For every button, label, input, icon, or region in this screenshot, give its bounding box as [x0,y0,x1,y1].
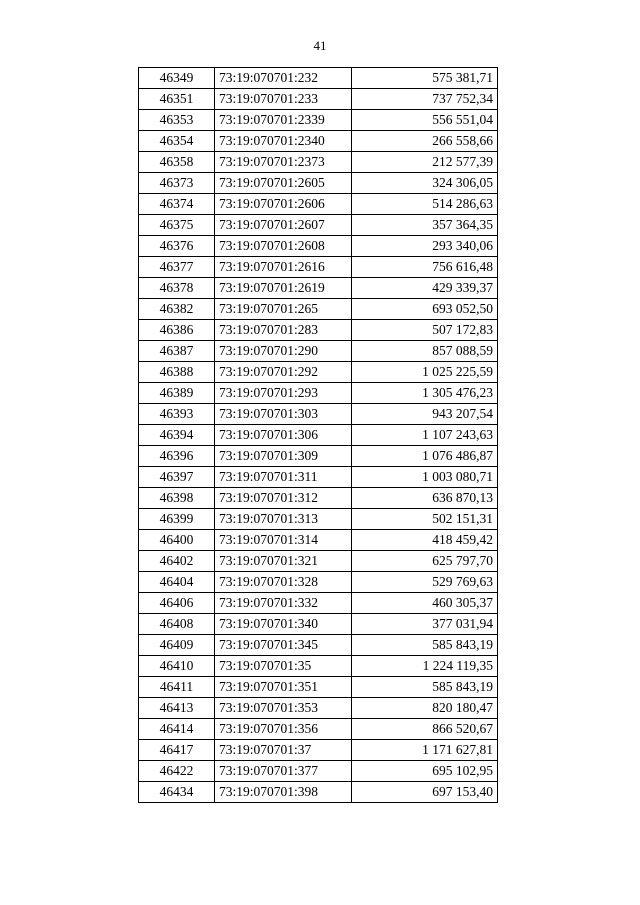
cadastral-number-cell: 73:19:070701:292 [215,362,352,383]
value-cell: 507 172,83 [352,320,498,341]
row-id-cell: 46353 [139,110,215,131]
value-cell: 695 102,95 [352,761,498,782]
value-cell: 857 088,59 [352,341,498,362]
table-row [139,761,498,782]
row-id-cell: 46404 [139,572,215,593]
row-id-cell: 46406 [139,593,215,614]
value-cell: 693 052,50 [352,299,498,320]
row-id-cell: 46411 [139,677,215,698]
cadastral-number-cell: 73:19:070701:356 [215,719,352,740]
cadastral-number-cell: 73:19:070701:37 [215,740,352,761]
row-id-cell: 46400 [139,530,215,551]
table-row [139,656,498,677]
row-id-cell: 46382 [139,299,215,320]
value-cell: 1 305 476,23 [352,383,498,404]
value-cell: 756 616,48 [352,257,498,278]
row-id-cell: 46375 [139,215,215,236]
row-id-cell: 46396 [139,446,215,467]
table-body [139,68,498,803]
value-cell: 1 003 080,71 [352,467,498,488]
table-row [139,635,498,656]
value-cell: 1 107 243,63 [352,425,498,446]
cadastral-number-cell: 73:19:070701:345 [215,635,352,656]
row-id-cell: 46374 [139,194,215,215]
table-row [139,257,498,278]
cadastral-number-cell: 73:19:070701:290 [215,341,352,362]
cadastral-number-cell: 73:19:070701:2608 [215,236,352,257]
row-id-cell: 46358 [139,152,215,173]
table-row [139,131,498,152]
table-row [139,362,498,383]
table-row [139,194,498,215]
value-cell: 625 797,70 [352,551,498,572]
row-id-cell: 46378 [139,278,215,299]
value-cell: 636 870,13 [352,488,498,509]
cadastral-number-cell: 73:19:070701:283 [215,320,352,341]
value-cell: 357 364,35 [352,215,498,236]
value-cell: 697 153,40 [352,782,498,803]
value-cell: 866 520,67 [352,719,498,740]
table-row [139,593,498,614]
cadastral-number-cell: 73:19:070701:332 [215,593,352,614]
row-id-cell: 46393 [139,404,215,425]
cadastral-number-cell: 73:19:070701:293 [215,383,352,404]
table-row [139,572,498,593]
table-row [139,698,498,719]
cadastral-number-cell: 73:19:070701:2616 [215,257,352,278]
table-row [139,110,498,131]
value-cell: 266 558,66 [352,131,498,152]
value-cell: 943 207,54 [352,404,498,425]
table-row [139,530,498,551]
cadastral-number-cell: 73:19:070701:2619 [215,278,352,299]
value-cell: 529 769,63 [352,572,498,593]
cadastral-number-cell: 73:19:070701:353 [215,698,352,719]
table-row [139,89,498,110]
value-cell: 324 306,05 [352,173,498,194]
table-row [139,425,498,446]
row-id-cell: 46387 [139,341,215,362]
row-id-cell: 46389 [139,383,215,404]
table-row [139,215,498,236]
row-id-cell: 46402 [139,551,215,572]
row-id-cell: 46399 [139,509,215,530]
cadastral-number-cell: 73:19:070701:2340 [215,131,352,152]
value-cell: 212 577,39 [352,152,498,173]
cadastral-number-cell: 73:19:070701:2605 [215,173,352,194]
value-cell: 460 305,37 [352,593,498,614]
cadastral-number-cell: 73:19:070701:313 [215,509,352,530]
value-cell: 377 031,94 [352,614,498,635]
value-cell: 293 340,06 [352,236,498,257]
cadastral-number-cell: 73:19:070701:321 [215,551,352,572]
cadastral-number-cell: 73:19:070701:232 [215,68,352,89]
table-row [139,614,498,635]
page-number: 41 [313,38,327,53]
row-id-cell: 46422 [139,761,215,782]
cadastral-number-cell: 73:19:070701:35 [215,656,352,677]
row-id-cell: 46397 [139,467,215,488]
table-row [139,467,498,488]
row-id-cell: 46417 [139,740,215,761]
row-id-cell: 46351 [139,89,215,110]
table-row [139,782,498,803]
table-row [139,719,498,740]
cadastral-number-cell: 73:19:070701:340 [215,614,352,635]
cadastral-number-cell: 73:19:070701:377 [215,761,352,782]
value-cell: 1 025 225,59 [352,362,498,383]
table-row [139,677,498,698]
cadastral-number-cell: 73:19:070701:351 [215,677,352,698]
value-cell: 585 843,19 [352,677,498,698]
value-cell: 418 459,42 [352,530,498,551]
cadastral-number-cell: 73:19:070701:303 [215,404,352,425]
value-cell: 514 286,63 [352,194,498,215]
table-row [139,341,498,362]
value-cell: 556 551,04 [352,110,498,131]
cadastral-number-cell: 73:19:070701:309 [215,446,352,467]
table-row [139,488,498,509]
table-row [139,740,498,761]
table-row [139,383,498,404]
row-id-cell: 46410 [139,656,215,677]
cadastral-number-cell: 73:19:070701:398 [215,782,352,803]
table-row [139,152,498,173]
value-cell: 1 171 627,81 [352,740,498,761]
row-id-cell: 46373 [139,173,215,194]
row-id-cell: 46413 [139,698,215,719]
cadastral-number-cell: 73:19:070701:233 [215,89,352,110]
row-id-cell: 46409 [139,635,215,656]
cadastral-number-cell: 73:19:070701:265 [215,299,352,320]
table-row [139,68,498,89]
row-id-cell: 46394 [139,425,215,446]
table-row [139,299,498,320]
cadastral-number-cell: 73:19:070701:306 [215,425,352,446]
row-id-cell: 46408 [139,614,215,635]
value-cell: 502 151,31 [352,509,498,530]
value-cell: 1 076 486,87 [352,446,498,467]
cadastral-number-cell: 73:19:070701:311 [215,467,352,488]
cadastral-table [138,67,498,803]
row-id-cell: 46386 [139,320,215,341]
row-id-cell: 46414 [139,719,215,740]
table-row [139,320,498,341]
cadastral-number-cell: 73:19:070701:328 [215,572,352,593]
table-row [139,236,498,257]
row-id-cell: 46376 [139,236,215,257]
table-row [139,446,498,467]
table-row [139,173,498,194]
value-cell: 820 180,47 [352,698,498,719]
cadastral-number-cell: 73:19:070701:2373 [215,152,352,173]
value-cell: 585 843,19 [352,635,498,656]
cadastral-number-cell: 73:19:070701:2607 [215,215,352,236]
row-id-cell: 46377 [139,257,215,278]
table-row [139,551,498,572]
table-row [139,404,498,425]
value-cell: 429 339,37 [352,278,498,299]
value-cell: 1 224 119,35 [352,656,498,677]
row-id-cell: 46434 [139,782,215,803]
table-row [139,278,498,299]
row-id-cell: 46354 [139,131,215,152]
cadastral-number-cell: 73:19:070701:314 [215,530,352,551]
cadastral-number-cell: 73:19:070701:2339 [215,110,352,131]
row-id-cell: 46398 [139,488,215,509]
row-id-cell: 46349 [139,68,215,89]
value-cell: 737 752,34 [352,89,498,110]
table-row [139,509,498,530]
row-id-cell: 46388 [139,362,215,383]
value-cell: 575 381,71 [352,68,498,89]
cadastral-number-cell: 73:19:070701:2606 [215,194,352,215]
cadastral-number-cell: 73:19:070701:312 [215,488,352,509]
